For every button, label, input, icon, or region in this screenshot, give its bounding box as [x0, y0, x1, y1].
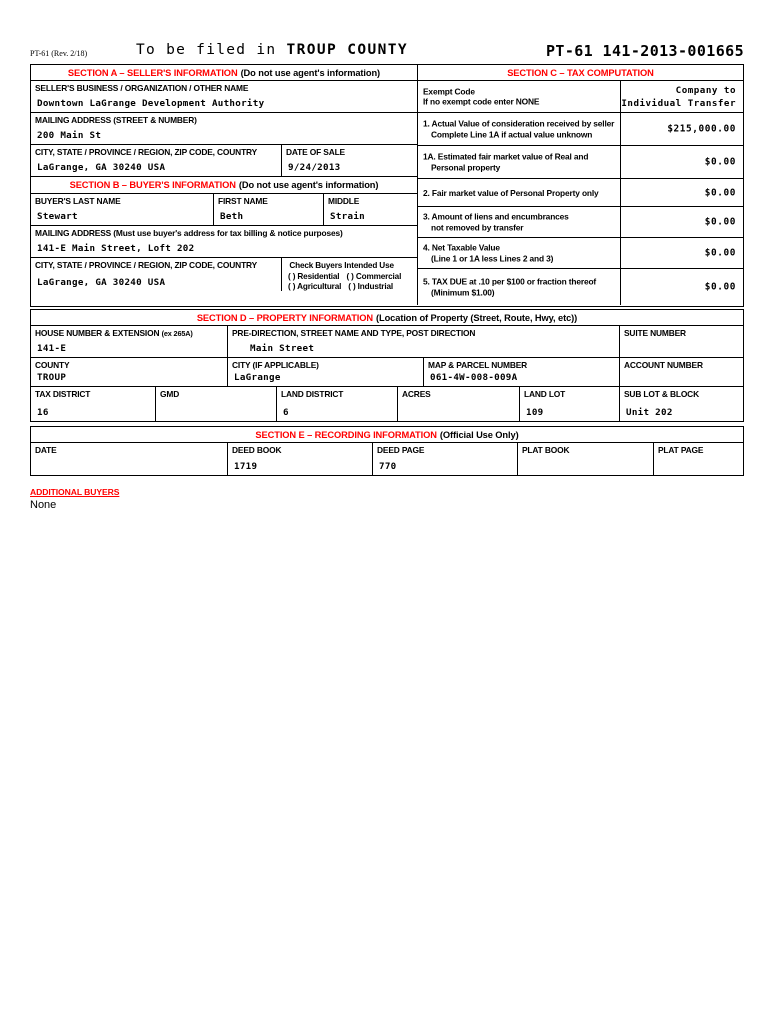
checkbox-agricultural[interactable]: ( ) Agricultural	[288, 282, 342, 291]
tax-line-3-label-line1: 3. Amount of liens and encumbrances	[423, 211, 569, 222]
recording-date-label: DATE	[35, 445, 57, 455]
tax-line-2-label-line1: 2. Fair market value of Personal Property only	[423, 187, 599, 198]
section-b-subtitle: (Do not use agent's information)	[238, 180, 379, 190]
tax-line-2-label-cell	[417, 179, 620, 207]
street-name-value: Main Street	[250, 343, 315, 354]
buyer-city-cell[interactable]	[31, 258, 281, 291]
land-district-cell[interactable]	[276, 387, 397, 421]
intended-use-row-1	[288, 272, 401, 283]
land-lot-label: LAND LOT	[524, 389, 566, 399]
tax-line-1a-value-cell[interactable]	[620, 146, 743, 179]
section-d-header	[31, 310, 743, 326]
account-number-label: ACCOUNT NUMBER	[624, 360, 703, 370]
seller-business-name-value: Downtown LaGrange Development Authority	[37, 98, 265, 109]
section-e-title: SECTION E – RECORDING INFORMATION	[255, 429, 437, 440]
city-applicable-cell[interactable]	[227, 358, 423, 387]
date-of-sale-label: DATE OF SALE	[286, 147, 345, 157]
tax-line-3-value: $0.00	[704, 216, 736, 228]
tax-line-2-label	[423, 187, 599, 198]
buyer-middle-name-cell[interactable]	[323, 194, 417, 226]
sub-lot-block-value: Unit 202	[626, 407, 673, 418]
plat-book-cell[interactable]	[517, 443, 653, 475]
seller-city-value: LaGrange, GA 30240 USA	[37, 162, 166, 173]
house-number-label: HOUSE NUMBER & EXTENSION (ex 265A)	[35, 328, 193, 338]
house-number-cell[interactable]	[31, 326, 227, 358]
suite-number-label: SUITE NUMBER	[624, 328, 686, 338]
city-applicable-value: LaGrange	[234, 372, 281, 383]
section-d-frame	[30, 309, 744, 422]
section-e-frame	[30, 426, 744, 476]
sub-lot-block-label: SUB LOT & BLOCK	[624, 389, 699, 399]
gmd-cell[interactable]	[155, 387, 276, 421]
document-number: PT-61 141-2013-001665	[545, 42, 744, 60]
tax-line-4-label-cell	[417, 238, 620, 269]
buyer-last-name-cell[interactable]	[31, 194, 213, 226]
date-of-sale-cell[interactable]	[281, 145, 417, 177]
deed-page-cell[interactable]	[372, 443, 517, 475]
county-name: TROUP COUNTY	[286, 42, 409, 58]
tax-line-3-label	[423, 212, 569, 233]
intended-use-title: Check Buyers Intended Use	[289, 261, 394, 270]
exempt-code-label	[423, 86, 539, 107]
tax-line-5-label-line1: 5. TAX DUE at .10 per $100 or fraction thereof	[423, 276, 597, 287]
transfer-type-line1: Company to	[675, 84, 736, 96]
house-number-label-note: (ex 265A)	[161, 329, 193, 338]
tax-line-2-value: $0.00	[704, 187, 736, 198]
tax-line-1-label-cell	[417, 113, 620, 146]
county-cell[interactable]	[31, 358, 227, 387]
tax-district-label: TAX DISTRICT	[35, 389, 91, 399]
tax-line-5-label-cell	[417, 269, 620, 305]
section-e-subtitle: (Official Use Only)	[439, 429, 519, 440]
buyer-first-name-cell[interactable]	[213, 194, 323, 226]
buyer-last-name-value: Stewart	[37, 211, 78, 222]
tax-line-1-value-cell[interactable]	[620, 113, 743, 146]
exempt-code-label-line1: Exempt Code	[423, 86, 475, 96]
buyer-city-label: CITY, STATE / PROVINCE / REGION, ZIP CODE, COUNTRY	[35, 260, 258, 270]
checkbox-industrial[interactable]: ( ) Industrial	[348, 282, 394, 291]
tax-line-5-value-cell[interactable]	[620, 269, 743, 305]
buyer-mailing-address-value: 141-E Main Street, Loft 202	[37, 243, 195, 254]
tax-line-3-value-cell[interactable]	[620, 207, 743, 238]
buyer-first-name-value: Beth	[220, 211, 244, 222]
seller-city-label: CITY, STATE / PROVINCE / REGION, ZIP CODE, COUNTRY	[35, 147, 258, 157]
land-district-label: LAND DISTRICT	[281, 389, 344, 399]
tax-line-1-label-line2: Complete Line 1A if actual value unknown	[431, 129, 593, 139]
checkbox-commercial[interactable]: ( ) Commercial	[346, 271, 402, 281]
deed-book-value: 1719	[234, 461, 258, 472]
land-lot-value: 109	[526, 407, 544, 418]
plat-page-label: PLAT PAGE	[658, 445, 704, 455]
tax-district-cell[interactable]	[31, 387, 155, 421]
seller-business-name-label: SELLER'S BUSINESS / ORGANIZATION / OTHER NAME	[35, 83, 249, 93]
seller-mailing-address-cell[interactable]	[31, 113, 417, 145]
transfer-type-line2: Individual Transfer	[621, 97, 736, 109]
recording-date-cell[interactable]	[31, 443, 227, 475]
deed-book-label: DEED BOOK	[232, 445, 282, 455]
buyer-middle-name-value: Strain	[330, 211, 365, 222]
tax-district-value: 16	[37, 407, 49, 418]
buyer-middle-name-label: MIDDLE	[328, 196, 360, 206]
tax-line-1a-label-line2: Personal property	[431, 162, 501, 172]
tax-line-1-label-line1: 1. Actual Value of consideration received by seller	[423, 118, 615, 129]
map-parcel-label: MAP & PARCEL NUMBER	[428, 360, 528, 370]
sections-abc-frame	[30, 64, 744, 307]
land-district-value: 6	[283, 407, 289, 418]
section-b-title: SECTION B – BUYER'S INFORMATION	[69, 180, 236, 190]
section-a-header	[31, 65, 417, 81]
plat-page-cell[interactable]	[653, 443, 743, 475]
tax-line-4-label-line2: (Line 1 or 1A less Lines 2 and 3)	[431, 253, 554, 263]
transfer-type-value	[621, 84, 736, 110]
deed-book-cell[interactable]	[227, 443, 372, 475]
deed-page-label: DEED PAGE	[377, 445, 425, 455]
tax-line-1a-label	[423, 152, 588, 173]
tax-line-4-value: $0.00	[704, 247, 736, 259]
section-b-header	[31, 177, 417, 194]
street-name-cell[interactable]	[227, 326, 619, 358]
seller-mailing-address-value: 200 Main St	[37, 130, 102, 141]
tax-line-3-label-cell	[417, 207, 620, 238]
buyer-intended-use-cell[interactable]	[281, 258, 417, 291]
tax-line-1-value: $215,000.00	[667, 123, 736, 135]
suite-number-cell[interactable]	[619, 326, 743, 358]
sub-lot-block-cell[interactable]	[619, 387, 743, 421]
buyer-mailing-address-label: MAILING ADDRESS (Must use buyer's address for tax billing & notice purposes)	[35, 228, 343, 238]
exempt-code-label-line2: If no exempt code enter NONE	[423, 96, 540, 107]
section-a-title: SECTION A – SELLER'S INFORMATION	[67, 67, 238, 78]
buyer-mailing-address-cell[interactable]	[31, 226, 417, 258]
tax-line-4-label-line1: 4. Net Taxable Value	[423, 242, 500, 253]
tax-line-1a-label-line1: 1A. Estimated fair market value of Real and	[423, 151, 589, 162]
section-e-header	[31, 427, 743, 443]
filed-in-prefix: To be filed in	[136, 42, 287, 58]
buyer-first-name-label: FIRST NAME	[218, 196, 268, 206]
exempt-code-cell[interactable]	[417, 81, 620, 113]
acres-label: ACRES	[402, 389, 431, 399]
seller-city-cell[interactable]	[31, 145, 281, 177]
tax-line-2-value-cell[interactable]	[620, 179, 743, 207]
section-c-header	[417, 65, 743, 81]
city-applicable-label: CITY (IF APPLICABLE)	[232, 360, 319, 370]
map-parcel-cell[interactable]	[423, 358, 619, 387]
land-lot-cell[interactable]	[519, 387, 619, 421]
account-number-cell[interactable]	[619, 358, 743, 387]
intended-use-row-2	[288, 282, 401, 291]
date-of-sale-value: 9/24/2013	[288, 162, 341, 173]
seller-business-name-cell[interactable]	[31, 81, 417, 113]
plat-book-label: PLAT BOOK	[522, 445, 570, 455]
filed-in-title	[136, 42, 408, 58]
acres-cell[interactable]	[397, 387, 519, 421]
section-c-title: SECTION C – TAX COMPUTATION	[507, 67, 654, 78]
map-parcel-value: 061-4W-008-009A	[430, 372, 518, 383]
tax-line-4-value-cell[interactable]	[620, 238, 743, 269]
tax-line-1a-value: $0.00	[704, 156, 736, 168]
tax-line-5-value: $0.00	[704, 281, 736, 293]
county-value: TROUP	[37, 372, 67, 383]
tax-line-1-label	[423, 119, 614, 140]
county-label: COUNTY	[35, 360, 70, 370]
house-number-value: 141-E	[37, 343, 67, 354]
tax-line-3-label-line2: not removed by transfer	[431, 222, 524, 232]
buyer-city-value: LaGrange, GA 30240 USA	[37, 277, 166, 288]
seller-mailing-address-label: MAILING ADDRESS (STREET & NUMBER)	[35, 115, 197, 125]
additional-buyers-value: None	[30, 499, 57, 511]
section-d-title: SECTION D – PROPERTY INFORMATION	[196, 312, 374, 323]
form-revision-label: PT-61 (Rev. 2/18)	[30, 49, 88, 58]
gmd-label: GMD	[160, 389, 180, 399]
section-d-subtitle: (Location of Property (Street, Route, Hwy, etc))	[376, 312, 578, 323]
form-header	[30, 42, 744, 66]
tax-line-5-label	[423, 277, 596, 298]
tax-line-4-label	[423, 243, 553, 264]
checkbox-residential[interactable]: ( ) Residential	[288, 271, 340, 281]
additional-buyers-label: ADDITIONAL BUYERS	[30, 487, 120, 497]
buyer-last-name-label: BUYER'S LAST NAME	[35, 196, 121, 206]
tax-line-5-label-line2: (Minimum $1.00)	[431, 287, 495, 297]
section-a-subtitle: (Do not use agent's information)	[240, 67, 381, 78]
transfer-type-cell	[620, 81, 743, 113]
street-name-label: PRE-DIRECTION, STREET NAME AND TYPE, POST DIRECTION	[232, 328, 476, 338]
tax-line-1a-label-cell	[417, 146, 620, 179]
intended-use-group	[288, 261, 401, 291]
deed-page-value: 770	[379, 461, 397, 472]
